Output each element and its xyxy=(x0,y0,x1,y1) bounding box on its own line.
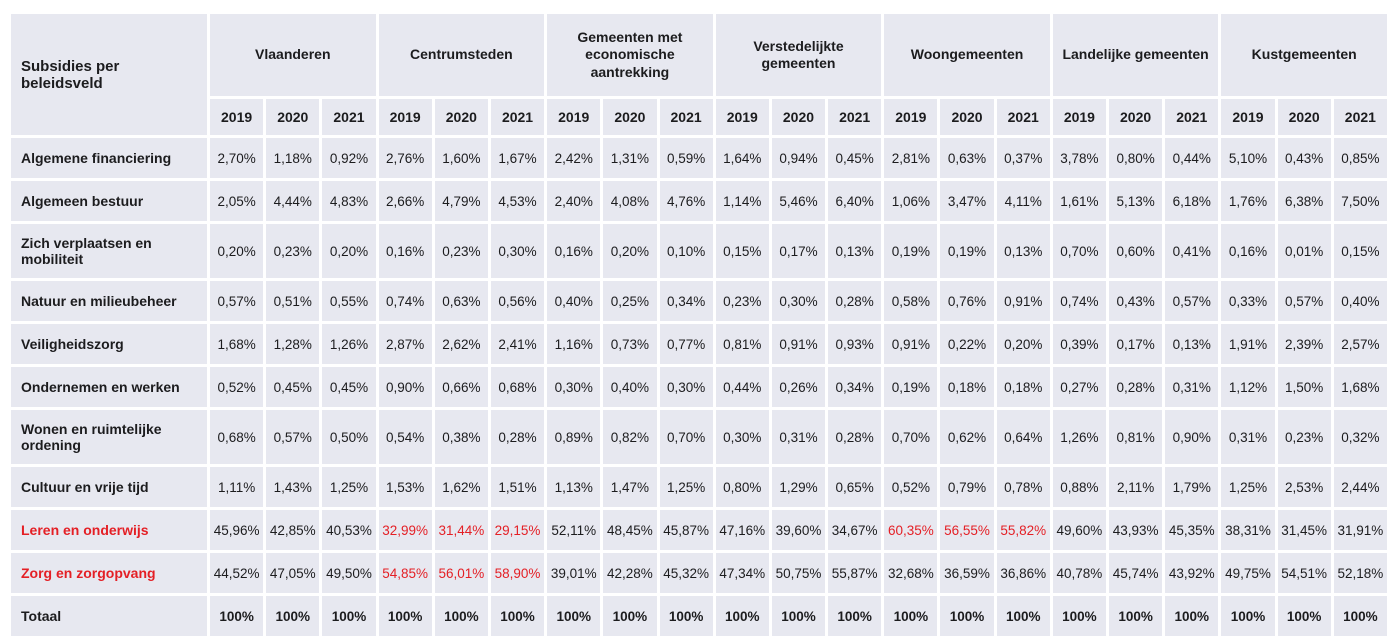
data-cell: 0,76% xyxy=(940,281,993,321)
data-cell: 0,79% xyxy=(940,467,993,507)
data-cell: 49,75% xyxy=(1221,553,1274,593)
year-header: 2019 xyxy=(547,99,600,135)
row-label: Natuur en milieubeheer xyxy=(11,281,207,321)
data-cell: 58,90% xyxy=(491,553,544,593)
group-header: Landelijke gemeenten xyxy=(1053,14,1219,96)
data-cell: 100% xyxy=(1334,596,1387,636)
table-row xyxy=(11,596,1387,636)
data-cell: 100% xyxy=(1278,596,1331,636)
data-cell: 44,52% xyxy=(210,553,263,593)
data-cell: 0,30% xyxy=(772,281,825,321)
data-cell: 1,11% xyxy=(210,467,263,507)
data-cell: 0,43% xyxy=(1109,281,1162,321)
data-cell: 54,85% xyxy=(379,553,432,593)
data-cell: 0,39% xyxy=(1053,324,1106,364)
data-cell: 45,32% xyxy=(660,553,713,593)
data-cell: 0,78% xyxy=(997,467,1050,507)
data-cell: 1,14% xyxy=(716,181,769,221)
data-cell: 45,35% xyxy=(1165,510,1218,550)
year-header: 2020 xyxy=(1109,99,1162,135)
data-cell: 49,50% xyxy=(322,553,375,593)
data-cell: 100% xyxy=(491,596,544,636)
data-cell: 1,67% xyxy=(491,138,544,178)
data-cell: 6,38% xyxy=(1278,181,1331,221)
data-cell: 45,96% xyxy=(210,510,263,550)
data-cell: 100% xyxy=(547,596,600,636)
data-cell: 100% xyxy=(1053,596,1106,636)
year-header: 2019 xyxy=(716,99,769,135)
data-cell: 0,01% xyxy=(1278,224,1331,278)
data-cell: 0,66% xyxy=(435,367,488,407)
row-label: Leren en onderwijs xyxy=(11,510,207,550)
data-cell: 2,44% xyxy=(1334,467,1387,507)
group-header: Vlaanderen xyxy=(210,14,376,96)
data-cell: 0,90% xyxy=(1165,410,1218,464)
row-label: Zorg en zorgopvang xyxy=(11,553,207,593)
data-cell: 1,25% xyxy=(322,467,375,507)
data-cell: 0,51% xyxy=(266,281,319,321)
data-cell: 38,31% xyxy=(1221,510,1274,550)
data-cell: 100% xyxy=(379,596,432,636)
data-cell: 0,60% xyxy=(1109,224,1162,278)
data-cell: 29,15% xyxy=(491,510,544,550)
data-cell: 0,17% xyxy=(772,224,825,278)
data-cell: 32,68% xyxy=(884,553,937,593)
data-cell: 42,85% xyxy=(266,510,319,550)
data-cell: 100% xyxy=(660,596,713,636)
data-cell: 4,53% xyxy=(491,181,544,221)
row-label: Cultuur en vrije tijd xyxy=(11,467,207,507)
data-cell: 0,59% xyxy=(660,138,713,178)
data-cell: 0,31% xyxy=(1221,410,1274,464)
data-cell: 0,74% xyxy=(1053,281,1106,321)
header-row-years xyxy=(11,99,1387,135)
row-label: Ondernemen en werken xyxy=(11,367,207,407)
row-label: Wonen en ruimtelijke ordening xyxy=(11,410,207,464)
data-cell: 1,16% xyxy=(547,324,600,364)
data-cell: 0,15% xyxy=(1334,224,1387,278)
data-cell: 0,52% xyxy=(210,367,263,407)
data-cell: 54,51% xyxy=(1278,553,1331,593)
group-header: Woongemeenten xyxy=(884,14,1050,96)
table-row xyxy=(11,181,1387,221)
data-cell: 0,34% xyxy=(828,367,881,407)
data-cell: 56,55% xyxy=(940,510,993,550)
data-cell: 100% xyxy=(1221,596,1274,636)
data-cell: 1,50% xyxy=(1278,367,1331,407)
data-cell: 0,26% xyxy=(772,367,825,407)
data-cell: 2,40% xyxy=(547,181,600,221)
data-cell: 0,23% xyxy=(266,224,319,278)
data-cell: 0,20% xyxy=(210,224,263,278)
data-cell: 3,78% xyxy=(1053,138,1106,178)
data-cell: 0,16% xyxy=(1221,224,1274,278)
data-cell: 48,45% xyxy=(603,510,656,550)
data-cell: 0,32% xyxy=(1334,410,1387,464)
data-cell: 1,25% xyxy=(660,467,713,507)
data-cell: 31,45% xyxy=(1278,510,1331,550)
data-cell: 1,12% xyxy=(1221,367,1274,407)
data-cell: 1,47% xyxy=(603,467,656,507)
data-cell: 31,44% xyxy=(435,510,488,550)
data-cell: 4,79% xyxy=(435,181,488,221)
data-cell: 0,55% xyxy=(322,281,375,321)
data-cell: 100% xyxy=(322,596,375,636)
data-cell: 55,87% xyxy=(828,553,881,593)
data-cell: 1,28% xyxy=(266,324,319,364)
data-cell: 0,13% xyxy=(828,224,881,278)
data-cell: 0,77% xyxy=(660,324,713,364)
data-cell: 55,82% xyxy=(997,510,1050,550)
data-cell: 0,31% xyxy=(1165,367,1218,407)
table-row xyxy=(11,410,1387,464)
data-cell: 0,40% xyxy=(603,367,656,407)
data-cell: 0,57% xyxy=(1165,281,1218,321)
data-cell: 0,27% xyxy=(1053,367,1106,407)
data-cell: 0,45% xyxy=(266,367,319,407)
data-cell: 47,34% xyxy=(716,553,769,593)
data-cell: 0,23% xyxy=(716,281,769,321)
data-cell: 1,79% xyxy=(1165,467,1218,507)
data-cell: 0,28% xyxy=(491,410,544,464)
data-cell: 0,34% xyxy=(660,281,713,321)
data-cell: 0,28% xyxy=(1109,367,1162,407)
data-cell: 0,91% xyxy=(997,281,1050,321)
table-row xyxy=(11,367,1387,407)
data-cell: 39,01% xyxy=(547,553,600,593)
data-cell: 0,10% xyxy=(660,224,713,278)
table-row xyxy=(11,467,1387,507)
data-cell: 100% xyxy=(716,596,769,636)
data-cell: 4,08% xyxy=(603,181,656,221)
data-cell: 0,58% xyxy=(884,281,937,321)
data-cell: 0,30% xyxy=(660,367,713,407)
data-cell: 0,80% xyxy=(716,467,769,507)
table-row xyxy=(11,553,1387,593)
data-cell: 0,17% xyxy=(1109,324,1162,364)
data-cell: 0,52% xyxy=(884,467,937,507)
data-cell: 47,16% xyxy=(716,510,769,550)
data-cell: 0,91% xyxy=(772,324,825,364)
data-cell: 0,40% xyxy=(1334,281,1387,321)
data-cell: 1,53% xyxy=(379,467,432,507)
table-row xyxy=(11,138,1387,178)
group-header: Centrumsteden xyxy=(379,14,545,96)
data-cell: 34,67% xyxy=(828,510,881,550)
table-row xyxy=(11,281,1387,321)
data-cell: 56,01% xyxy=(435,553,488,593)
data-cell: 45,74% xyxy=(1109,553,1162,593)
data-cell: 0,57% xyxy=(266,410,319,464)
year-header: 2019 xyxy=(1221,99,1274,135)
data-cell: 43,93% xyxy=(1109,510,1162,550)
data-cell: 1,64% xyxy=(716,138,769,178)
data-cell: 31,91% xyxy=(1334,510,1387,550)
data-cell: 0,30% xyxy=(491,224,544,278)
data-cell: 0,23% xyxy=(1278,410,1331,464)
data-cell: 52,11% xyxy=(547,510,600,550)
data-cell: 4,83% xyxy=(322,181,375,221)
group-header: Verstedelijkte gemeenten xyxy=(716,14,882,96)
data-cell: 100% xyxy=(772,596,825,636)
data-cell: 0,62% xyxy=(940,410,993,464)
year-header: 2021 xyxy=(1334,99,1387,135)
year-header: 2020 xyxy=(940,99,993,135)
data-cell: 2,70% xyxy=(210,138,263,178)
data-cell: 0,93% xyxy=(828,324,881,364)
data-cell: 1,25% xyxy=(1221,467,1274,507)
year-header: 2021 xyxy=(322,99,375,135)
table-row xyxy=(11,324,1387,364)
data-cell: 0,16% xyxy=(379,224,432,278)
data-cell: 1,31% xyxy=(603,138,656,178)
data-cell: 0,13% xyxy=(1165,324,1218,364)
data-cell: 0,41% xyxy=(1165,224,1218,278)
data-cell: 0,50% xyxy=(322,410,375,464)
data-cell: 0,18% xyxy=(997,367,1050,407)
table-header xyxy=(11,14,1387,135)
data-cell: 100% xyxy=(940,596,993,636)
data-cell: 2,41% xyxy=(491,324,544,364)
data-cell: 0,81% xyxy=(1109,410,1162,464)
data-cell: 6,18% xyxy=(1165,181,1218,221)
data-cell: 32,99% xyxy=(379,510,432,550)
data-cell: 100% xyxy=(266,596,319,636)
data-cell: 49,60% xyxy=(1053,510,1106,550)
data-cell: 2,11% xyxy=(1109,467,1162,507)
data-cell: 2,05% xyxy=(210,181,263,221)
data-cell: 0,25% xyxy=(603,281,656,321)
data-cell: 2,87% xyxy=(379,324,432,364)
data-cell: 6,40% xyxy=(828,181,881,221)
data-cell: 100% xyxy=(210,596,263,636)
data-cell: 2,53% xyxy=(1278,467,1331,507)
data-cell: 1,61% xyxy=(1053,181,1106,221)
year-header: 2019 xyxy=(1053,99,1106,135)
group-header: Kustgemeenten xyxy=(1221,14,1387,96)
data-cell: 1,68% xyxy=(1334,367,1387,407)
data-cell: 0,44% xyxy=(1165,138,1218,178)
data-cell: 100% xyxy=(603,596,656,636)
data-cell: 0,63% xyxy=(940,138,993,178)
year-header: 2020 xyxy=(772,99,825,135)
data-cell: 0,91% xyxy=(884,324,937,364)
data-cell: 0,64% xyxy=(997,410,1050,464)
data-cell: 100% xyxy=(1165,596,1218,636)
year-header: 2019 xyxy=(379,99,432,135)
data-cell: 0,23% xyxy=(435,224,488,278)
data-cell: 1,60% xyxy=(435,138,488,178)
data-cell: 0,13% xyxy=(997,224,1050,278)
data-cell: 0,43% xyxy=(1278,138,1331,178)
data-cell: 0,38% xyxy=(435,410,488,464)
year-header: 2021 xyxy=(997,99,1050,135)
table-body xyxy=(11,138,1387,636)
subsidies-table xyxy=(8,11,1390,639)
year-header: 2019 xyxy=(210,99,263,135)
data-cell: 7,50% xyxy=(1334,181,1387,221)
data-cell: 39,60% xyxy=(772,510,825,550)
row-label: Totaal xyxy=(11,596,207,636)
data-cell: 0,20% xyxy=(322,224,375,278)
data-cell: 1,26% xyxy=(1053,410,1106,464)
data-cell: 60,35% xyxy=(884,510,937,550)
group-header: Gemeenten met economische aantrekking xyxy=(547,14,713,96)
data-cell: 2,57% xyxy=(1334,324,1387,364)
data-cell: 5,13% xyxy=(1109,181,1162,221)
data-cell: 100% xyxy=(884,596,937,636)
data-cell: 4,44% xyxy=(266,181,319,221)
data-cell: 0,81% xyxy=(716,324,769,364)
data-cell: 0,80% xyxy=(1109,138,1162,178)
data-cell: 0,20% xyxy=(997,324,1050,364)
data-cell: 0,90% xyxy=(379,367,432,407)
table-row xyxy=(11,510,1387,550)
data-cell: 0,54% xyxy=(379,410,432,464)
data-cell: 3,47% xyxy=(940,181,993,221)
data-cell: 100% xyxy=(997,596,1050,636)
data-cell: 0,82% xyxy=(603,410,656,464)
data-cell: 0,45% xyxy=(828,138,881,178)
year-header: 2020 xyxy=(603,99,656,135)
data-cell: 0,57% xyxy=(210,281,263,321)
data-cell: 4,11% xyxy=(997,181,1050,221)
data-cell: 5,10% xyxy=(1221,138,1274,178)
data-cell: 1,68% xyxy=(210,324,263,364)
data-cell: 0,19% xyxy=(884,224,937,278)
data-cell: 0,85% xyxy=(1334,138,1387,178)
header-row-groups xyxy=(11,14,1387,96)
data-cell: 0,74% xyxy=(379,281,432,321)
data-cell: 0,68% xyxy=(210,410,263,464)
data-cell: 0,37% xyxy=(997,138,1050,178)
data-cell: 0,19% xyxy=(884,367,937,407)
data-cell: 2,62% xyxy=(435,324,488,364)
row-label: Zich verplaatsen en mobiliteit xyxy=(11,224,207,278)
data-cell: 0,45% xyxy=(322,367,375,407)
data-cell: 45,87% xyxy=(660,510,713,550)
data-cell: 0,89% xyxy=(547,410,600,464)
data-cell: 0,88% xyxy=(1053,467,1106,507)
data-cell: 2,39% xyxy=(1278,324,1331,364)
data-cell: 0,56% xyxy=(491,281,544,321)
data-cell: 2,81% xyxy=(884,138,937,178)
year-header: 2019 xyxy=(884,99,937,135)
data-cell: 5,46% xyxy=(772,181,825,221)
data-cell: 1,29% xyxy=(772,467,825,507)
data-cell: 0,28% xyxy=(828,281,881,321)
data-cell: 1,06% xyxy=(884,181,937,221)
year-header: 2021 xyxy=(491,99,544,135)
data-cell: 0,31% xyxy=(772,410,825,464)
data-cell: 0,20% xyxy=(603,224,656,278)
year-header: 2020 xyxy=(435,99,488,135)
data-cell: 1,91% xyxy=(1221,324,1274,364)
data-cell: 43,92% xyxy=(1165,553,1218,593)
data-cell: 0,70% xyxy=(1053,224,1106,278)
data-cell: 40,78% xyxy=(1053,553,1106,593)
data-cell: 2,42% xyxy=(547,138,600,178)
data-cell: 36,86% xyxy=(997,553,1050,593)
row-label: Veiligheidszorg xyxy=(11,324,207,364)
data-cell: 0,30% xyxy=(547,367,600,407)
data-cell: 50,75% xyxy=(772,553,825,593)
data-cell: 0,18% xyxy=(940,367,993,407)
data-cell: 1,43% xyxy=(266,467,319,507)
data-cell: 0,22% xyxy=(940,324,993,364)
data-cell: 0,73% xyxy=(603,324,656,364)
data-cell: 2,76% xyxy=(379,138,432,178)
data-cell: 1,13% xyxy=(547,467,600,507)
data-cell: 36,59% xyxy=(940,553,993,593)
data-cell: 1,18% xyxy=(266,138,319,178)
data-cell: 0,16% xyxy=(547,224,600,278)
data-cell: 0,70% xyxy=(660,410,713,464)
year-header: 2021 xyxy=(1165,99,1218,135)
year-header: 2021 xyxy=(828,99,881,135)
data-cell: 0,70% xyxy=(884,410,937,464)
data-cell: 2,66% xyxy=(379,181,432,221)
data-cell: 0,44% xyxy=(716,367,769,407)
data-cell: 0,28% xyxy=(828,410,881,464)
data-cell: 0,68% xyxy=(491,367,544,407)
data-cell: 4,76% xyxy=(660,181,713,221)
data-cell: 1,62% xyxy=(435,467,488,507)
data-cell: 100% xyxy=(828,596,881,636)
row-label: Algemene financiering xyxy=(11,138,207,178)
data-cell: 0,30% xyxy=(716,410,769,464)
table-row xyxy=(11,224,1387,278)
data-cell: 0,94% xyxy=(772,138,825,178)
data-cell: 0,19% xyxy=(940,224,993,278)
data-cell: 0,63% xyxy=(435,281,488,321)
data-cell: 0,15% xyxy=(716,224,769,278)
data-cell: 47,05% xyxy=(266,553,319,593)
corner-cell: Subsidies per beleidsveld xyxy=(11,14,207,135)
data-cell: 100% xyxy=(1109,596,1162,636)
data-cell: 1,76% xyxy=(1221,181,1274,221)
year-header: 2020 xyxy=(266,99,319,135)
data-cell: 100% xyxy=(435,596,488,636)
year-header: 2020 xyxy=(1278,99,1331,135)
row-label: Algemeen bestuur xyxy=(11,181,207,221)
data-cell: 52,18% xyxy=(1334,553,1387,593)
data-cell: 0,33% xyxy=(1221,281,1274,321)
data-cell: 1,26% xyxy=(322,324,375,364)
data-cell: 0,92% xyxy=(322,138,375,178)
data-cell: 0,65% xyxy=(828,467,881,507)
data-cell: 40,53% xyxy=(322,510,375,550)
data-cell: 0,57% xyxy=(1278,281,1331,321)
year-header: 2021 xyxy=(660,99,713,135)
data-cell: 1,51% xyxy=(491,467,544,507)
data-cell: 0,40% xyxy=(547,281,600,321)
data-cell: 42,28% xyxy=(603,553,656,593)
